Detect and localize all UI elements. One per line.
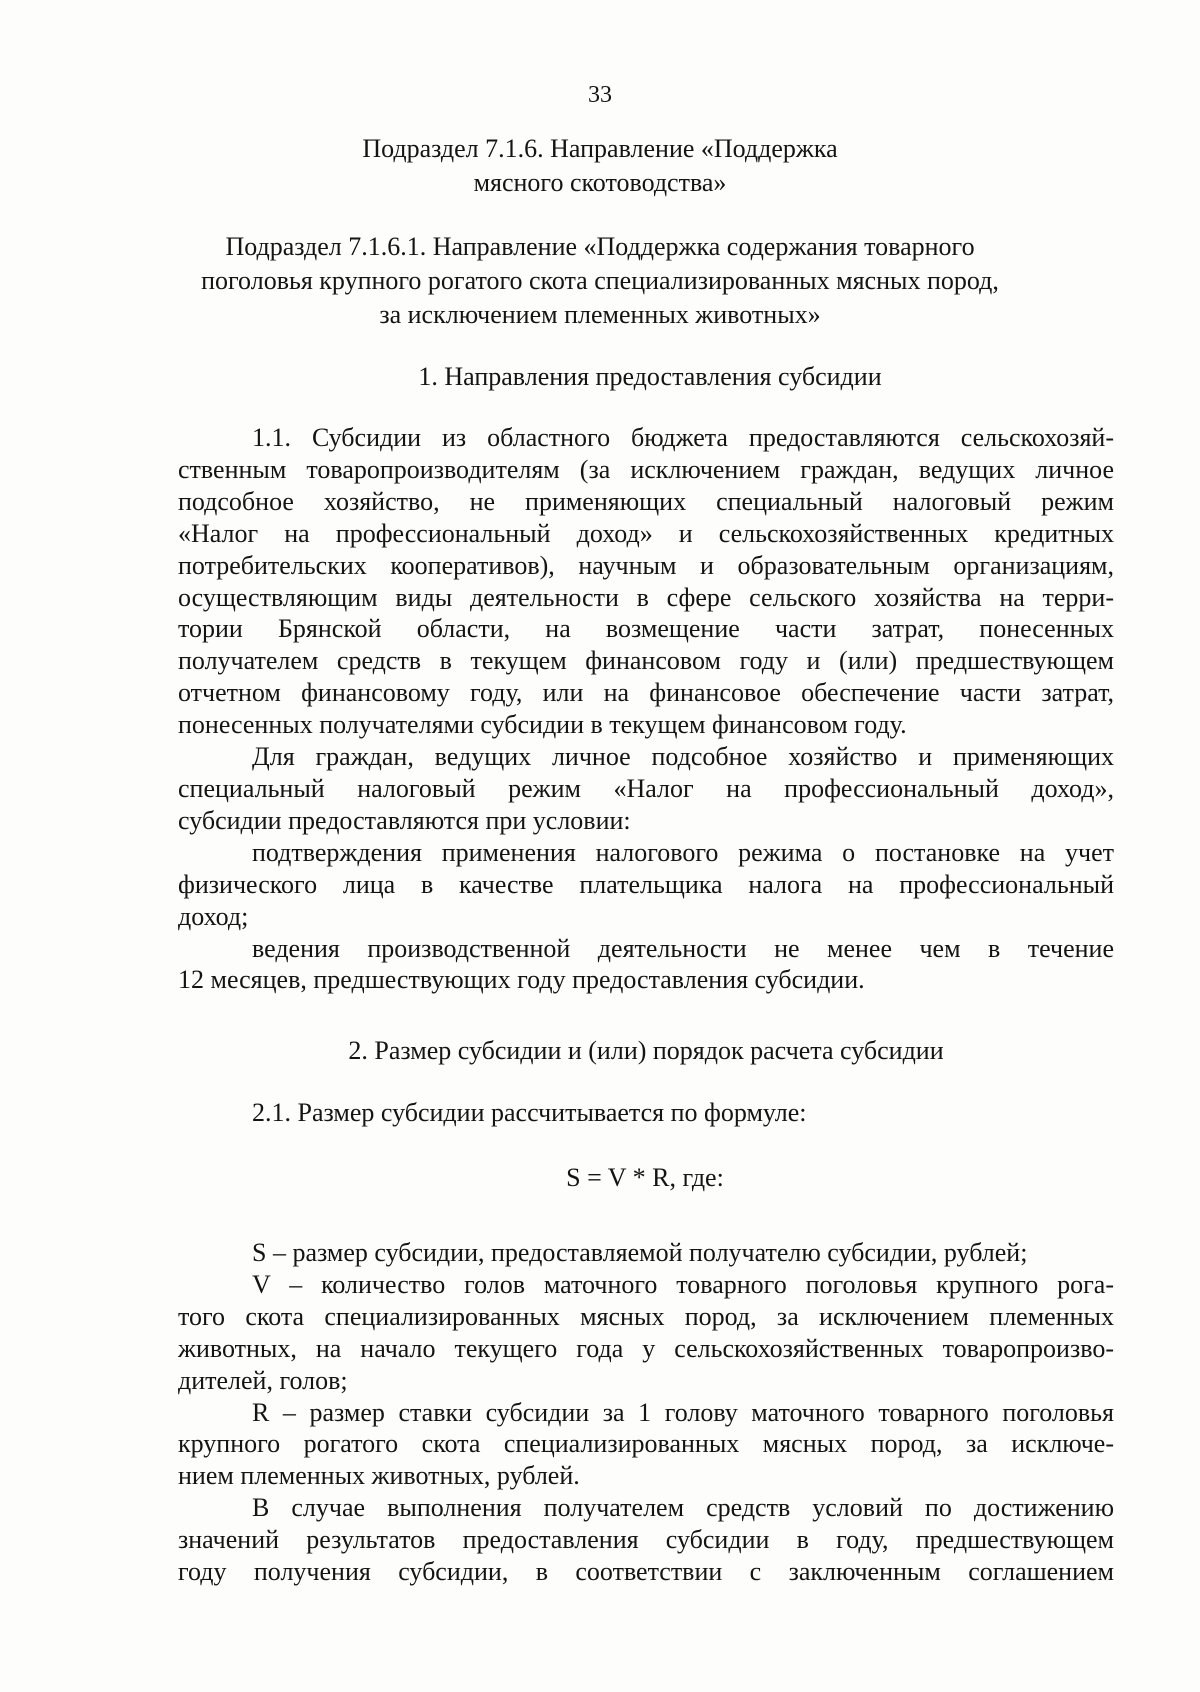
sub-subsection-title	[0, 230, 1200, 332]
text-line: подтверждения применения налогового режима о постановке на учет	[252, 837, 1114, 867]
sub-subsection-title-line: поголовья крупного рогатого скота специализированных мясных пород,	[201, 266, 999, 295]
paragraph-1-1	[178, 422, 1114, 741]
text-line: тории Брянской области, на возмещение части затрат, понесенных	[178, 614, 1114, 644]
text-line: 1.1. Субсидии из областного бюджета предоставляются сельскохозяй-	[252, 423, 1114, 452]
text-line: получателем средств в текущем финансовом году и (или) предшествующем	[178, 646, 1114, 676]
text-line: физического лица в качестве плательщика налога на профессиональный	[178, 869, 1114, 899]
text-line: осуществляющим виды деятельности в сфере сельского хозяйства на терри-	[178, 582, 1114, 612]
text-line: В случае выполнения получателем средств условий по достижению	[252, 1493, 1114, 1523]
section-2-heading: 2. Размер субсидии и (или) порядок расчета субсидии	[348, 1036, 944, 1065]
definition-s: S – размер субсидии, предоставляемой получателю субсидии, рублей;	[252, 1238, 1028, 1267]
text-line: V – количество голов маточного товарного поголовья крупного рога-	[252, 1269, 1114, 1299]
text-line: животных, на начало текущего года у сельскохозяйственных товаропроизво-	[178, 1333, 1114, 1363]
text-line: ведения производственной деятельности не менее чем в течение	[252, 933, 1114, 963]
text-line: крупного рогатого скота специализированных мясных пород, за исключе-	[178, 1429, 1114, 1459]
paragraph-citizens	[178, 741, 1114, 837]
text-line: дителей, голов;	[178, 1365, 348, 1395]
paragraph-final	[178, 1492, 1114, 1588]
paragraph-condition-2	[178, 933, 1114, 997]
text-line: подсобное хозяйство, не применяющих специальный налоговый режим	[178, 486, 1114, 516]
paragraph-condition-1	[178, 837, 1114, 933]
text-line: отчетном финансовому году, или на финансовое обеспечение части затрат,	[178, 678, 1114, 708]
text-line: R – размер ставки субсидии за 1 голову маточного товарного поголовья	[252, 1397, 1114, 1427]
formula: S = V * R, где:	[566, 1163, 724, 1192]
definition-v	[178, 1269, 1114, 1397]
definition-r	[178, 1397, 1114, 1493]
section-1-body	[178, 422, 1114, 996]
text-line: значений результатов предоставления субсидии в году, предшествующем	[178, 1525, 1114, 1555]
text-line: доход;	[178, 901, 249, 931]
subsection-title	[0, 132, 1200, 200]
text-line: году получения субсидии, в соответствии с заключенным соглашением	[178, 1557, 1114, 1587]
text-line: 2.1. Размер субсидии рассчитывается по формуле:	[252, 1098, 807, 1127]
text-line: потребительских кооперативов), научным и образовательным организациям,	[178, 550, 1114, 580]
sub-subsection-title-line: за исключением племенных животных»	[379, 300, 821, 329]
text-line: того скота специализированных мясных пород, за исключением племенных	[178, 1301, 1114, 1331]
text-line: «Налог на профессиональный доход» и сельскохозяйственных кредитных	[178, 518, 1114, 548]
text-line: Для граждан, ведущих личное подсобное хозяйство и применяющих	[252, 742, 1114, 772]
page-number: 33	[588, 82, 612, 108]
subsection-title-line: Подраздел 7.1.6. Направление «Поддержка	[362, 134, 838, 163]
text-line: нием племенных животных, рублей.	[178, 1461, 580, 1491]
text-line: специальный налоговый режим «Налог на профессиональный доход»,	[178, 773, 1114, 803]
sub-subsection-title-line: Подраздел 7.1.6.1. Направление «Поддержка содержания товарного	[225, 232, 975, 261]
section-2-intro	[178, 1097, 1114, 1129]
text-line: субсидии предоставляются при условии:	[178, 805, 631, 835]
section-1-heading: 1. Направления предоставления субсидии	[418, 362, 882, 391]
subsection-title-line: мясного скотоводства»	[473, 168, 727, 197]
text-line: понесенных получателями субсидии в текущем финансовом году.	[178, 710, 907, 740]
section-2-definitions	[178, 1237, 1114, 1588]
text-line: ственным товаропроизводителям (за исключением граждан, ведущих личное	[178, 454, 1114, 484]
text-line: 12 месяцев, предшествующих году предоставления субсидии.	[178, 965, 865, 995]
